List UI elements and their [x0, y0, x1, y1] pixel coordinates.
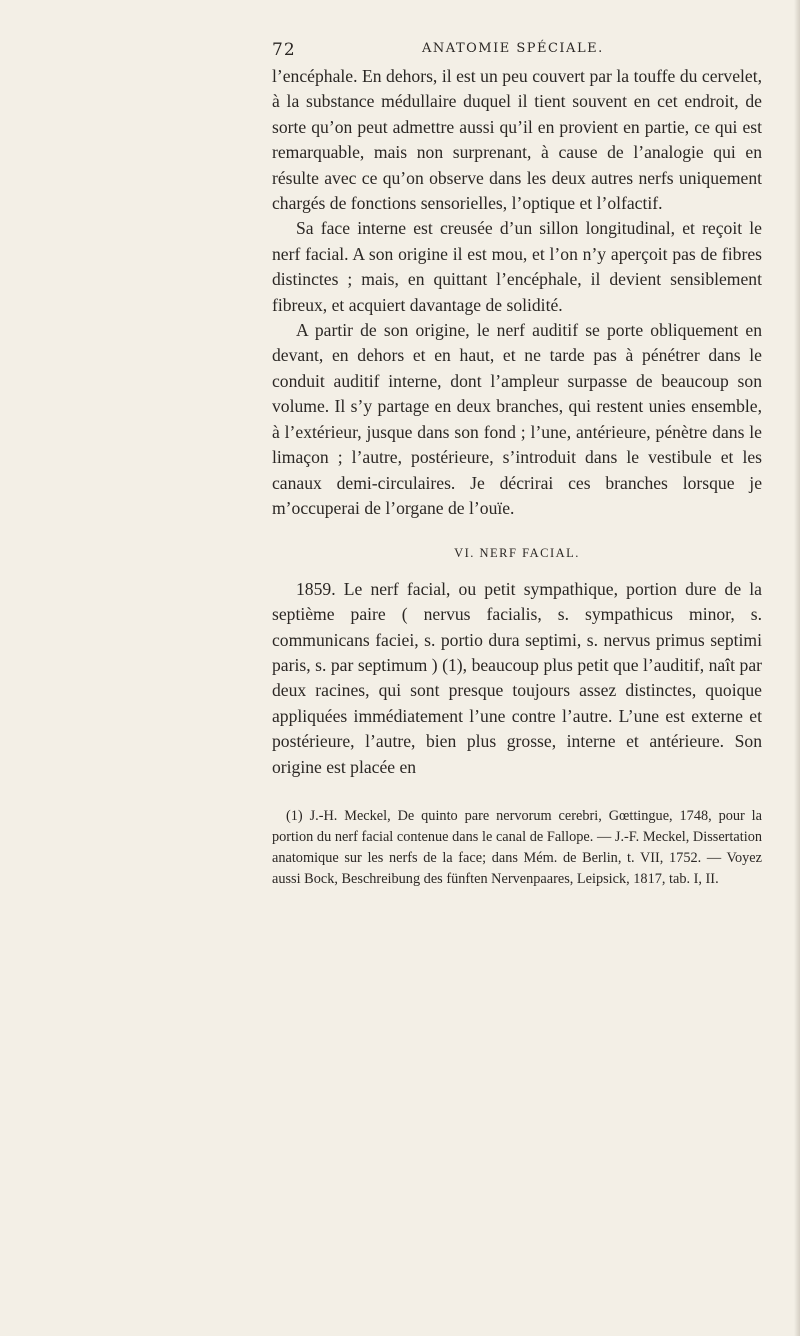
footnotes [272, 806, 762, 890]
running-head [272, 34, 762, 64]
paragraph-trajet: A partir de son origine, le nerf auditif se porte obliquement en devant, en dehors et en haut, et ne tarde pas à pénétrer dans le conduit auditif interne, dont l’ampleur surpasse de beaucoup son volume. Il s’y partage en deux branches, qui restent unies ensemble, à l’extérieur, jusque dans son fond ; l’une, antérieure, pénètre dans le limaçon ; l’autre, postérieure, s’introduit dans le vestibule et les canaux demi-circulaires. Je décrirai ces branches lorsque je m’occuperai de l’organe de l’ouïe. [272, 320, 762, 518]
main-text [272, 64, 762, 780]
footnote-1: (1) J.-H. Meckel, De quinto pare nervorum cerebri, Gœttingue, 1748, pour la portion du nerf facial contenue dans le canal de Fallope. — J.-F. Meckel, Dissertation anatomique sur les nerfs de la face; dans Mém. de Berlin, t. VII, 1752. — Voyez aussi Bock, Beschreibung des fünften Nervenpaares, Leipsick, 1817, tab. I, II. [272, 807, 762, 887]
section-heading: VI. NERF FACIAL. [454, 546, 580, 561]
page-edge-shadow [794, 0, 800, 1336]
page-number: 72 [272, 40, 296, 60]
paragraph-face-interne: Sa face interne est creusée d’un sillon longitudinal, et reçoit le nerf facial. A son origine il est mou, et l’on n’y aperçoit pas de fibres distinctes ; mais, en quittant l’encéphale, il devient sensiblement fibreux, et acquiert davantage de solidité. [272, 218, 762, 315]
paragraph-number: 1859. [296, 578, 336, 599]
paragraph-nerf-facial-text: Le nerf facial, ou petit sympathique, portion dure de la septième paire ( nervus facialis, s. sympathicus minor, s. communicans faciei, s. portio dura septimi, s. nervus primus septimi paris, s. par septimum ) (1), beaucoup plus petit que l’auditif, naît par deux racines, qui sont presque toujours assez distinctes, quoique appliquées immédiatement l’une contre l’autre. L’une est externe et postérieure, l’autre, bien plus grosse, interne et antérieure. Son origine est placée en [272, 578, 762, 777]
paragraph-continuation: l’encéphale. En dehors, il est un peu couvert par la touffe du cervelet, à la substance médullaire duquel il tient souvent en cet endroit, de sorte qu’on peut admettre aussi qu’il en provient en partie, ce qui est remarquable, mais non surprenant, à cause de l’analogie qui en résulte avec ce qu’on observe dans les deux autres nerfs uniquement chargés de fonctions sensorielles, l’optique et l’olfactif. [272, 66, 762, 214]
paragraph-nerf-facial [272, 577, 762, 780]
running-title: ANATOMIE SPÉCIALE. [422, 41, 604, 56]
